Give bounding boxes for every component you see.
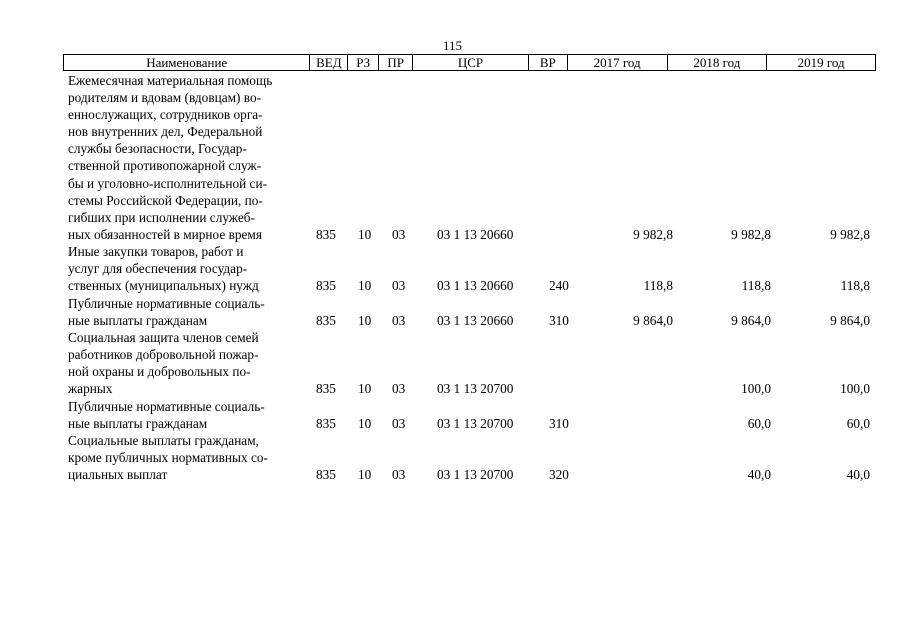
row-2019: 40,0 (846, 467, 870, 483)
header-pr: ПР (379, 55, 413, 70)
row-vr: 240 (549, 278, 569, 294)
row-name: Публичные нормативные социаль- ные выплаты гражданам (68, 296, 265, 329)
row-pr: 03 (392, 381, 406, 397)
row-2018: 9 864,0 (731, 313, 771, 329)
table-header (63, 54, 876, 71)
header-2019: 2019 год (797, 55, 845, 70)
row-name: Социальная защита членов семей работников добровольной пожар- ной охраны и добровольных по- жарных (68, 330, 259, 397)
row-rz: 10 (358, 313, 372, 329)
row-ved: 835 (316, 416, 336, 432)
row-ved: 835 (316, 313, 336, 329)
row-2018: 60,0 (747, 416, 771, 432)
row-name: Социальные выплаты гражданам, кроме публичных нормативных со- циальных выплат (68, 433, 268, 483)
row-ved: 835 (316, 467, 336, 483)
row-rz: 10 (358, 381, 372, 397)
row-rz: 10 (358, 278, 372, 294)
row-ved: 835 (316, 278, 336, 294)
row-rz: 10 (358, 467, 372, 483)
row-csr: 03 1 13 20660 (437, 226, 514, 242)
row-pr: 03 (392, 278, 406, 294)
row-name: Ежемесячная материальная помощь родителям и вдовам (вдовцам) во- еннослужащих, сотрудников орга- нов внутренних дел, Федеральной службы безопасности, Государ- ственной противопожарной служ- бы и уголовно-исполнительной си- стемы Российской Федерации, по- гибших при исполнении служеб- ных обязанностей в мирное время (68, 73, 273, 242)
row-pr: 03 (392, 416, 406, 432)
row-2019: 100,0 (840, 381, 870, 397)
row-name: Публичные нормативные социаль- ные выплаты гражданам (68, 399, 265, 432)
row-2018: 9 982,8 (731, 226, 771, 242)
row-rz: 10 (358, 416, 372, 432)
row-csr: 03 1 13 20660 (437, 278, 514, 294)
row-name: Иные закупки товаров, работ и услуг для обеспечения государ- ственных (муниципальных) нужд (68, 244, 259, 294)
row-vr: 320 (549, 467, 569, 483)
row-ved: 835 (316, 381, 336, 397)
row-2019: 9 982,8 (830, 226, 870, 242)
row-2019: 9 864,0 (830, 313, 870, 329)
row-csr: 03 1 13 20700 (437, 381, 514, 397)
header-vr: ВР (529, 55, 568, 70)
header-2017: 2017 год (568, 55, 668, 70)
page-number: 115 (442, 38, 463, 53)
row-2019: 118,8 (840, 278, 870, 294)
header-2018: 2018 год (668, 55, 768, 70)
row-2017: 9 864,0 (633, 313, 673, 329)
row-2018: 100,0 (741, 381, 771, 397)
row-2017: 9 982,8 (633, 226, 673, 242)
header-rz: РЗ (348, 55, 379, 70)
row-rz: 10 (358, 226, 372, 242)
row-pr: 03 (392, 226, 406, 242)
row-2019: 60,0 (846, 416, 870, 432)
row-pr: 03 (392, 467, 406, 483)
row-vr: 310 (549, 416, 569, 432)
row-ved: 835 (316, 226, 336, 242)
row-csr: 03 1 13 20700 (437, 467, 514, 483)
row-csr: 03 1 13 20700 (437, 416, 514, 432)
row-pr: 03 (392, 313, 406, 329)
header-csr: ЦСР (413, 55, 529, 70)
row-2018: 118,8 (741, 278, 771, 294)
header-name: Наименование (64, 55, 310, 70)
row-2017: 118,8 (643, 278, 673, 294)
header-ved: ВЕД (310, 55, 348, 70)
row-csr: 03 1 13 20660 (437, 313, 514, 329)
row-vr: 310 (549, 313, 569, 329)
row-2018: 40,0 (747, 467, 771, 483)
